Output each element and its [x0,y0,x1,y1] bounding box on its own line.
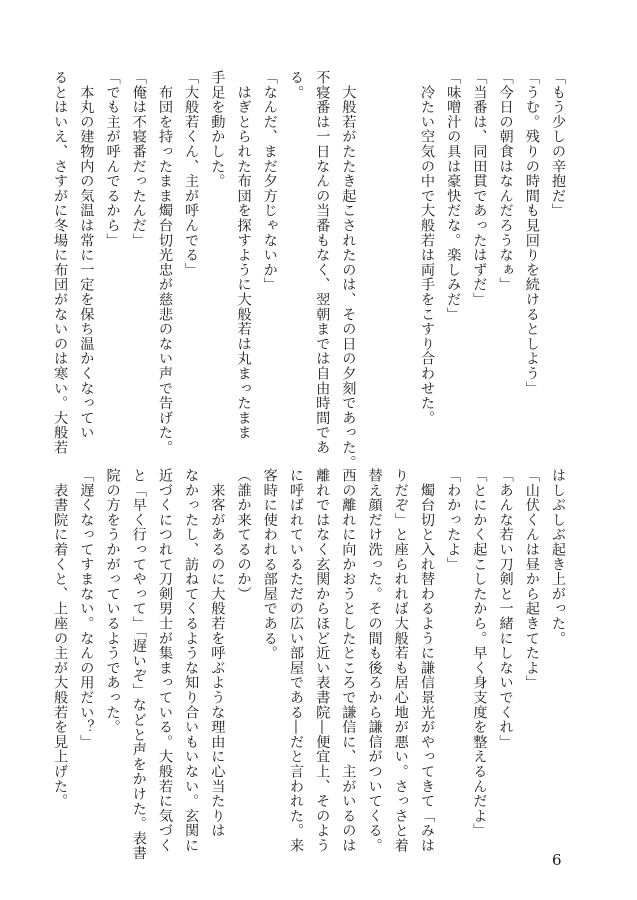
text-line: 「当番は、同田貫であったはずだ」 [471,70,488,307]
text-line: 冷たい空気の中で大般若は両手をこすり合わせた。 [418,70,435,426]
text-line: 替え顔だけ洗った。その間も後ろから謙信がついてくる。 [366,468,383,853]
lower-text-block [52,468,571,861]
text-line: 「味噌汁の具は豪快だな。楽しみだ」 [445,70,462,322]
text-line: 「とにかく起こしたから。早く身支度を整えるんだよ」 [471,468,488,838]
text-line: 表書院に着くと、上座の主が大般若を見上げた。 [52,468,69,809]
text-line: 「今日の朝食はなんだろうなぁ」 [497,70,514,292]
text-line: 「遅くなってすまない。なんの用だい？」 [78,468,95,750]
text-line: 本丸の建物内の気温は常に一定を保ち温かくなってい [78,70,95,440]
text-line: 手足を動かした。 [209,70,226,189]
text-line: 大般若がたたき起こされたのは、その日の夕刻であった。 [340,70,357,470]
text-line: なかったし、訪ねてくるような知り合いもいない。玄関に [183,468,200,853]
text-line: 近づくにつれて刀剣男士が集まっている。大般若に気づく [156,468,173,853]
text-line: 不寝番は一日なんの当番もなく、翌朝までは自由時間であ [314,70,331,455]
upper-text-block [52,70,571,470]
text-line: 「もう少しの辛抱だ」 [550,70,566,218]
text-line: 布団を持ったまま燭台切光忠が慈悲のない声で告げた。 [156,70,173,455]
text-line: 西の離れに向かおうとしたところで謙信に、主がいるのは [340,468,357,853]
text-line: 離れではなく玄関からほど近い表書院―便宜上、そのよう [314,468,331,853]
text-line: はぎとられた布団を探すように大般若は丸まったまま [235,70,252,440]
text-line: と「早く行ってやって」「遅いぞ」などと声をかけた。表書 [130,468,147,861]
text-line: はしぶしぶ起き上がった。 [550,468,566,646]
text-line: 「うむ。残りの時間も見回りを続けるとしよう」 [523,70,540,396]
text-line: 「大般若くん、主が呼んでる」 [183,70,200,278]
text-line: 来客があるのに大般若を呼ぶような理由に心当たりは [209,468,226,838]
text-line: （誰か来てるのか） [235,468,252,602]
text-line: 「俺は不寝番だったんだ」 [130,70,147,248]
text-line: 「でも主が呼んでるから」 [104,70,121,248]
text-line [388,70,414,440]
text-line: りだぞ」と座られれば大般若も居心地が悪い。さっさと着 [392,468,409,853]
text-line: 「あんな若い刀剣と一緒にしないでくれ」 [497,468,514,750]
text-line: に呼ばれているただの広い部屋である―だと言われた。来 [287,468,304,853]
text-line: るとはいえ、さすがに冬場に布団がないのは寒い。大般若 [52,70,69,455]
text-line: 「山伏くんは昼から起きてたよ」 [523,468,540,690]
text-line: 院の方をうかがっているようであった。 [104,468,121,735]
text-line: 客時に使われる部屋である。 [261,468,278,661]
text-line: る。 [287,70,304,100]
text-line: 「なんだ、まだ夕方じゃないか」 [261,70,278,292]
page-number: 6 [552,851,562,869]
text-line: 燭台切と入れ替わるように謙信景光がやってきて「みは [418,468,435,853]
text-line: 「わかったよ」 [445,468,462,572]
text-line [361,70,387,440]
